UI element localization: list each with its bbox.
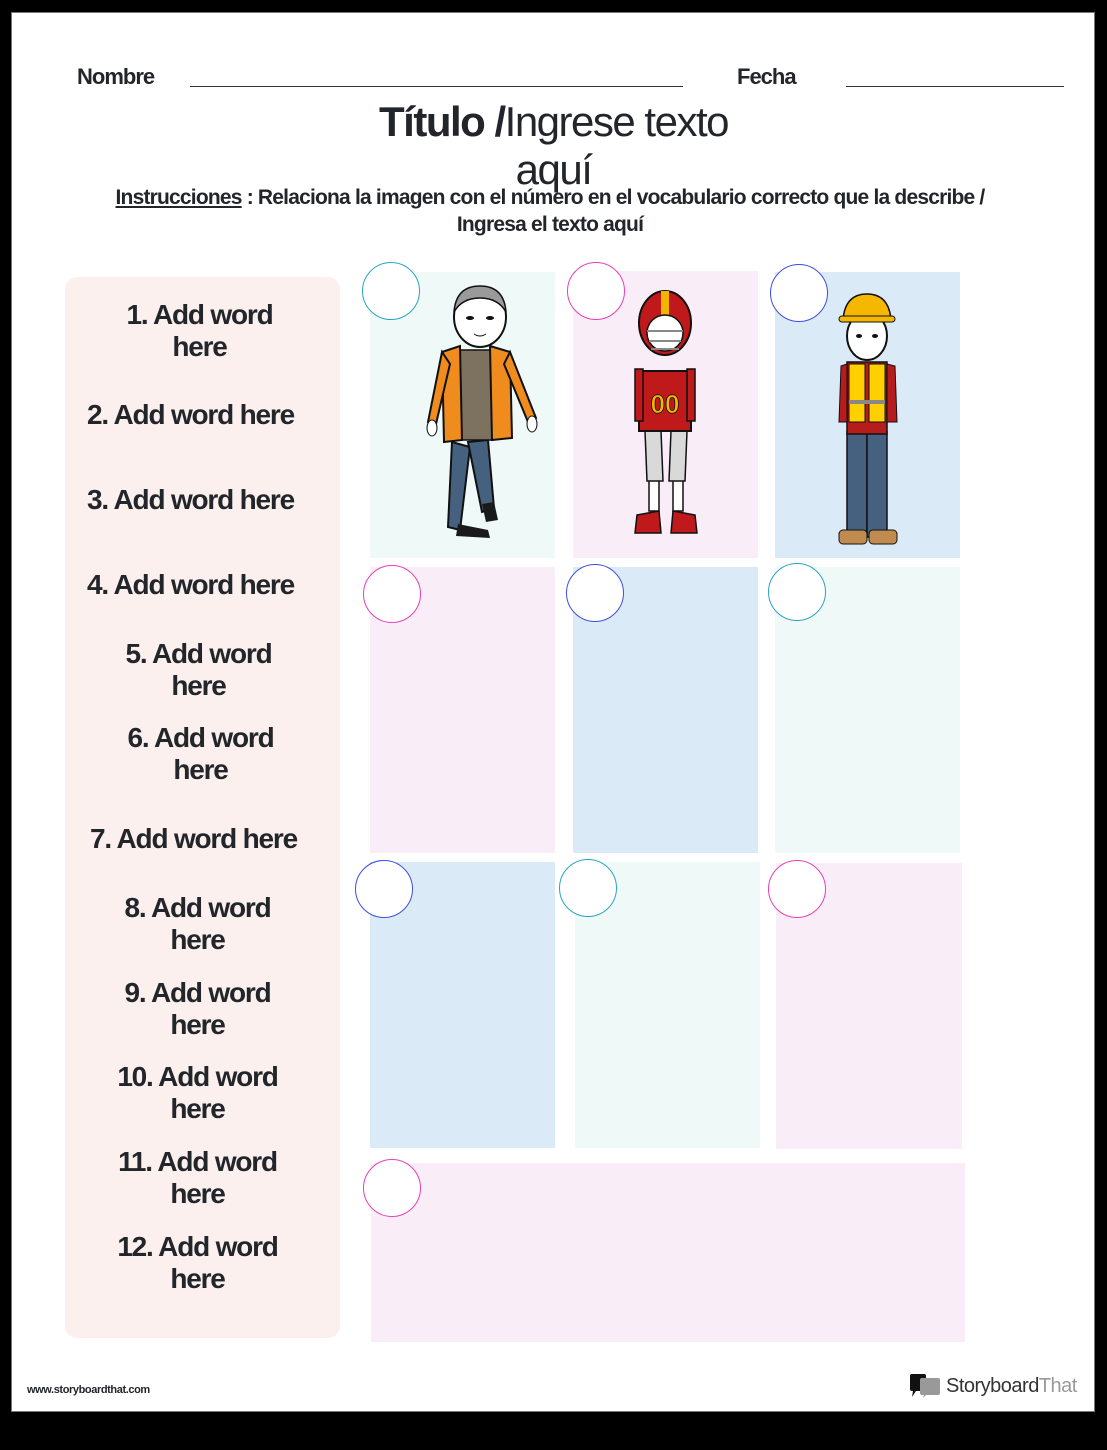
answer-circle-4[interactable] [363, 565, 421, 623]
image-cell-1 [370, 272, 555, 558]
page-title[interactable] [0, 98, 1107, 194]
image-cell-7[interactable] [370, 862, 555, 1148]
answer-circle-2[interactable] [567, 262, 625, 320]
word-item-3[interactable]: 3. Add word here [87, 484, 294, 515]
image-cell-6[interactable] [775, 567, 960, 853]
name-input-line[interactable] [190, 86, 683, 87]
answer-circle-10[interactable] [363, 1159, 421, 1217]
logo-text-that: That [1038, 1374, 1077, 1397]
answer-circle-9[interactable] [768, 860, 826, 918]
svg-text:00: 00 [650, 389, 680, 419]
word-item-4[interactable]: 4. Add word here [87, 569, 294, 600]
logo-text-storyboard: Storyboard [946, 1374, 1039, 1397]
word-item-12[interactable]: 12. Add word here [117, 1231, 278, 1294]
image-cell-4[interactable] [370, 567, 555, 853]
name-label: Nombre [77, 64, 155, 89]
word-item-10[interactable]: 10. Add word here [117, 1061, 278, 1124]
date-input-line[interactable] [846, 86, 1064, 87]
image-cell-8[interactable] [575, 862, 760, 1148]
answer-circle-6[interactable] [768, 563, 826, 621]
image-cell-2 [573, 271, 758, 558]
word-bank [65, 277, 340, 1338]
date-label: Fecha [737, 64, 796, 89]
speech-bubble-icon [908, 1373, 942, 1399]
image-cell-3 [775, 272, 960, 558]
word-item-2[interactable]: 2. Add word here [87, 399, 294, 430]
answer-circle-1[interactable] [362, 262, 420, 320]
answer-circle-7[interactable] [355, 860, 413, 918]
word-item-6[interactable]: 6. Add word here [127, 722, 274, 785]
instructions-label: Instrucciones [115, 186, 242, 209]
answer-circle-3[interactable] [770, 264, 828, 322]
footer-url[interactable]: www.storyboardthat.com [27, 1384, 150, 1396]
answer-circle-5[interactable] [566, 564, 624, 622]
word-item-5[interactable]: 5. Add word here [125, 638, 272, 701]
word-item-8[interactable]: 8. Add word here [124, 892, 271, 955]
instructions-line2: Ingresa el texto aquí [456, 213, 644, 236]
title-bold: Título / [379, 98, 505, 145]
storyboardthat-logo[interactable] [908, 1373, 1077, 1399]
word-item-1[interactable]: 1. Add word here [126, 299, 273, 362]
word-item-7[interactable]: 7. Add word here [90, 823, 297, 854]
image-cell-10[interactable] [371, 1163, 965, 1342]
answer-circle-8[interactable] [559, 859, 617, 917]
word-item-9[interactable]: 9. Add word here [124, 977, 271, 1040]
title-rest: Ingrese texto [504, 98, 728, 145]
title-line2: aquí [515, 146, 592, 193]
image-cell-9[interactable] [776, 863, 962, 1149]
image-cell-5[interactable] [573, 567, 758, 853]
word-item-11[interactable]: 11. Add word here [118, 1146, 277, 1209]
instructions[interactable] [40, 184, 1060, 238]
instructions-text: : Relaciona la imagen con el número en el vocabulario correcto que la describe / [241, 186, 985, 209]
